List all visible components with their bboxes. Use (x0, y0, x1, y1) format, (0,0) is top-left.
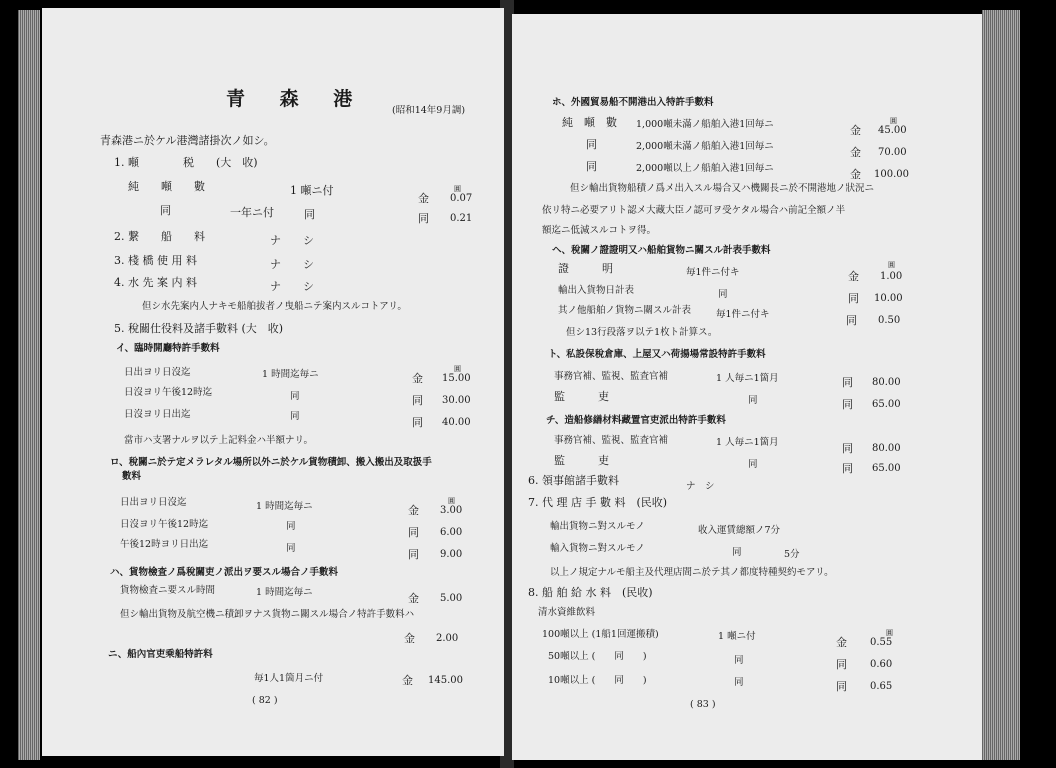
row-currency: 金 (408, 592, 419, 605)
title-note: (昭和14年9月調) (392, 105, 466, 116)
row-value: 3.00 (440, 505, 463, 516)
row-unit: 同 (734, 677, 744, 688)
intro-text: 青森港ニ於ケル港灣諸掛次ノ如シ。 (100, 134, 275, 147)
row-currency: 同 (408, 526, 419, 539)
row-currency: 同 (408, 548, 419, 561)
row-label: 純 噸 數 (128, 180, 205, 193)
section-1-heading: 1. 噸 税 (大 收) (114, 156, 258, 169)
subsection-i-note: 當市ハ支署ナルヲ以テ上記料金ハ半額ナリ。 (124, 435, 314, 446)
row-currency: 同 (846, 314, 857, 327)
row-label: 100噸以上 (1船1回運搬積) (542, 629, 659, 640)
row-label: 同 (160, 204, 171, 217)
row-currency: 同 (842, 398, 853, 411)
row-desc: 1,000噸未滿ノ船舶入港1回毎ニ (636, 119, 774, 130)
row-label: 純 噸 數 (562, 116, 617, 129)
row-unit: 毎1件ニ付キ (716, 309, 770, 320)
row-unit: 1 時間迄毎ニ (256, 587, 313, 598)
section-2-value: ナ シ (270, 234, 314, 247)
row-value: 0.55 (870, 637, 893, 648)
row-value: 0.21 (450, 213, 473, 224)
page-number: ( 82 ) (252, 695, 278, 706)
row-label: 證 明 (558, 262, 613, 275)
subsection-i-heading: イ、臨時開廳特許手數料 (116, 343, 220, 354)
row-label: 事務官補、監視、監査官補 (554, 371, 669, 382)
subsection-ho-note: 額迄ニ低減スルコトヲ得。 (542, 225, 657, 236)
row-value: 40.00 (442, 417, 471, 428)
row-value: 6.00 (440, 527, 463, 538)
row-value: 65.00 (872, 463, 901, 474)
yen-mark: 圓 (888, 261, 895, 269)
row-unit: 一年ニ付 (230, 206, 274, 219)
book-edge-left (18, 10, 40, 760)
row-value: 9.00 (440, 549, 463, 560)
row-label: 日沒ヨリ午後12時迄 (124, 387, 213, 398)
row-label: 日沒ヨリ午後12時迄 (120, 519, 209, 530)
row-label: 事務官補、監視、監査官補 (554, 435, 669, 446)
row-label: 日出ヨリ日沒迄 (124, 367, 191, 378)
subsection-ro-heading: ロ、稅關ニ於テ定メラレタル場所以外ニ於ケル貨物積卸、搬入搬出及取扱手 (110, 457, 432, 468)
section-7-heading: 7. 代 理 店 手 數 料 (民收) (528, 496, 668, 509)
row-label: 監 吏 (554, 390, 609, 403)
subsection-he-heading: ヘ、稅關ノ證證明又ハ船舶貨物ニ關スル計表手數料 (552, 245, 771, 256)
row-currency: 同 (836, 680, 847, 693)
section-8-subheading: 清水資維飲料 (538, 607, 596, 618)
row-currency: 金 (836, 636, 847, 649)
book-edge-right (982, 10, 1020, 760)
row-currency: 金 (850, 168, 861, 181)
section-6-heading: 6. 領事館諸手數料 (528, 474, 619, 487)
yen-mark: 圓 (448, 497, 455, 505)
row-currency: 金 (850, 146, 861, 159)
row-value: 2.00 (436, 633, 459, 644)
row-unit: 同 (290, 411, 300, 422)
row-unit: 同 (734, 655, 744, 666)
row-unit: 1 人毎ニ1箇月 (716, 373, 779, 384)
row-currency: 同 (842, 442, 853, 455)
subsection-to-heading: ト、私設保稅倉庫、上屋又ハ荷揚場常設特許手數料 (548, 349, 766, 360)
row-label: 輸出入貨物日計表 (558, 285, 635, 296)
row-value: 65.00 (872, 399, 901, 410)
yen-mark: 圓 (454, 185, 461, 193)
row-value: 5.00 (440, 593, 463, 604)
subsection-ho-note: 依リ特ニ必要アリト認メ大藏大臣ノ認可ヲ受ケタル場合ハ前記全額ノ半 (542, 205, 846, 216)
subsection-ha-note: 但シ輸出貨物及航空機ニ積卸ヲナス貨物ニ關スル場合ノ特許手數料ハ (120, 609, 415, 620)
row-label: 輸出貨物ニ對スルモノ (550, 521, 645, 532)
subsection-ho-note: 但シ輸出貨物船積ノ爲メ出入スル場合又ハ機關長ニ於不開港地ノ狀況ニ (570, 183, 875, 194)
page-title: 青 森 港 (226, 88, 367, 110)
yen-mark: 圓 (890, 117, 897, 125)
row-currency: 金 (850, 124, 861, 137)
row-label: 同 (586, 160, 597, 173)
row-value: 80.00 (872, 377, 901, 388)
section-4-note: 但シ水先案内人ナキモ船舶拔者ノ曳船ニテ案内スルコトアリ。 (142, 301, 407, 312)
row-unit: 1 時間迄毎ニ (256, 501, 313, 512)
section-7-note: 以上ノ規定ナルモ船主及代理店間ニ於テ其ノ都度特種契約モアリ。 (550, 567, 834, 578)
row-value: 0.65 (870, 681, 893, 692)
row-currency: 金 (848, 270, 859, 283)
row-value: 80.00 (872, 443, 901, 454)
subsection-ro-heading-cont: 數料 (122, 471, 142, 482)
page-82 (42, 8, 504, 756)
row-label: 日沒ヨリ日出迄 (124, 409, 191, 420)
row-value: 0.60 (870, 659, 893, 670)
row-unit: 同 (718, 289, 728, 300)
row-value: 0.07 (450, 193, 473, 204)
row-currency: 金 (404, 632, 415, 645)
row-value: 145.00 (428, 675, 463, 686)
row-value: 45.00 (878, 125, 907, 136)
row-desc: 收入運賃總額ノ7分 (698, 525, 781, 536)
row-unit: 同 (290, 391, 300, 402)
row-unit: 毎1件ニ付キ (686, 267, 740, 278)
subsection-ha-heading: ハ、貨物檢査ノ爲稅關吏ノ派出ヲ要スル場合ノ手數料 (110, 567, 339, 578)
row-value: 1.00 (880, 271, 903, 282)
row-currency: 同 (848, 292, 859, 305)
row-note: 同 (304, 208, 315, 221)
row-unit: 1 人毎ニ1箇月 (716, 437, 779, 448)
row-label: 輸入貨物ニ對スルモノ (550, 543, 645, 554)
section-3-heading: 3. 棧 橋 使 用 料 (114, 254, 197, 267)
yen-mark: 圓 (886, 629, 893, 637)
row-unit: 同 (748, 459, 758, 470)
row-value: 5分 (784, 549, 800, 560)
row-value: 10.00 (874, 293, 903, 304)
row-unit: 同 (748, 395, 758, 406)
row-currency: 同 (418, 212, 429, 225)
row-label: 其ノ他船舶ノ貨物ニ關スル計表 (558, 305, 692, 316)
row-unit: 1 時間迄毎ニ (262, 369, 319, 380)
row-value: 100.00 (874, 169, 909, 180)
row-value: 15.00 (442, 373, 471, 384)
section-2-heading: 2. 繋 船 料 (114, 230, 205, 243)
row-unit: 1 噸ニ付 (718, 631, 756, 642)
page-83 (512, 14, 982, 760)
row-label: 10噸以上 ( 同 ) (548, 675, 647, 686)
row-currency: 同 (412, 394, 423, 407)
row-unit: 毎1人1箇月ニ付 (254, 673, 324, 684)
row-currency: 同 (842, 376, 853, 389)
row-currency: 同 (412, 416, 423, 429)
section-8-heading: 8. 船 舶 給 水 料 (民收) (528, 586, 653, 599)
row-value: 30.00 (442, 395, 471, 406)
subsection-he-note: 但シ13行段落ヲ以テ1枚ト計算ス。 (566, 327, 718, 338)
section-4-heading: 4. 水 先 案 内 料 (114, 276, 197, 289)
subsection-chi-heading: チ、造船修繕材料藏置官吏派出特許手數料 (546, 415, 726, 426)
subsection-ho-heading: ホ、外國貿易船不開港出入特許手數料 (552, 97, 714, 108)
section-6-value: ナ シ (686, 481, 715, 492)
row-desc: 2,000噸以上ノ船舶入港1回毎ニ (636, 163, 774, 174)
row-label: 午後12時ヨリ日出迄 (120, 539, 209, 550)
row-unit: 1 噸ニ付 (290, 184, 334, 197)
section-4-value: ナ シ (270, 280, 314, 293)
row-desc: 同 (732, 547, 742, 558)
row-currency: 金 (412, 372, 423, 385)
row-unit: 同 (286, 521, 296, 532)
row-label: 同 (586, 138, 597, 151)
row-label: 50噸以上 ( 同 ) (548, 651, 647, 662)
row-label: 監 吏 (554, 454, 609, 467)
row-currency: 金 (418, 192, 429, 205)
yen-mark: 圓 (454, 365, 461, 373)
row-value: 70.00 (878, 147, 907, 158)
section-5-heading: 5. 稅關仕役料及諸手數料 (大 收) (114, 322, 284, 335)
row-label: 日出ヨリ日沒迄 (120, 497, 187, 508)
row-currency: 同 (836, 658, 847, 671)
row-desc: 2,000噸未滿ノ船舶入港1回毎ニ (636, 141, 774, 152)
row-currency: 金 (402, 674, 413, 687)
row-currency: 金 (408, 504, 419, 517)
row-label: 貨物檢査ニ要スル時間 (120, 585, 216, 596)
subsection-ni-heading: ニ、船內官吏乘船特許料 (108, 649, 213, 660)
section-3-value: ナ シ (270, 258, 314, 271)
row-unit: 同 (286, 543, 296, 554)
row-value: 0.50 (878, 315, 901, 326)
page-number: ( 83 ) (690, 699, 716, 710)
row-currency: 同 (842, 462, 853, 475)
